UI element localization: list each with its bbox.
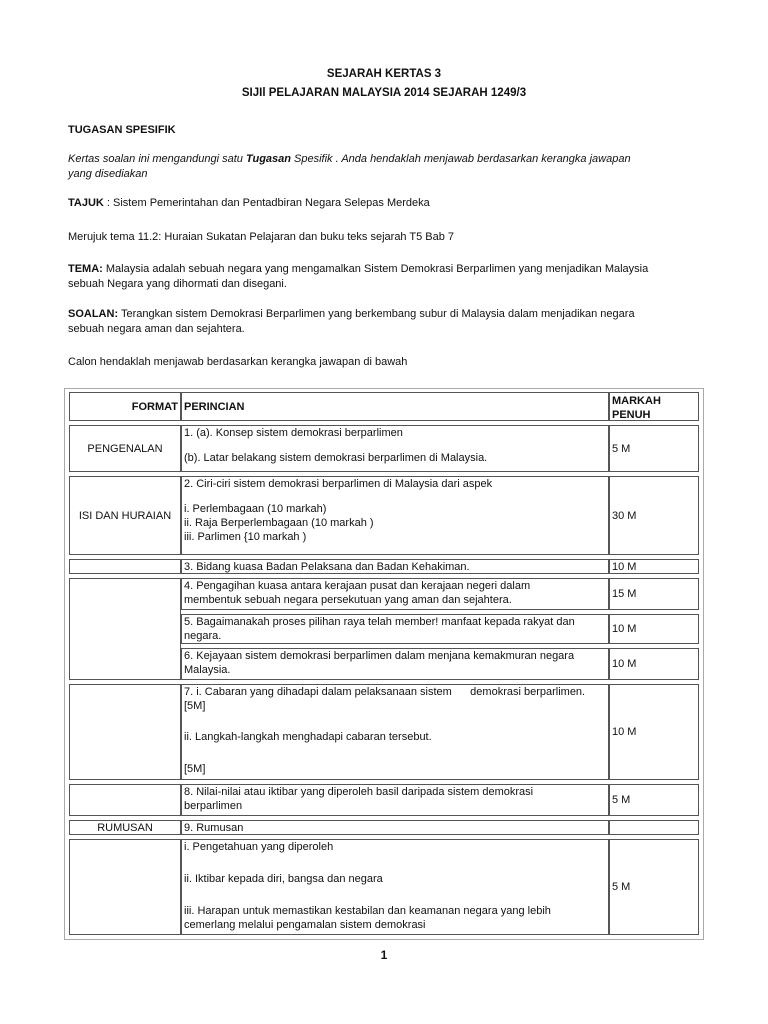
mark-cell: 10 M	[609, 648, 699, 680]
table-row: 1. (a). Konsep sistem demokrasi berparlimen (b). Latar belakang sistem demokrasi berparlimen di Malaysia.	[181, 425, 609, 472]
merujuk-line: Merujuk tema 11.2: Huraian Sukatan Pelajaran dan buku teks sejarah T5 Bab 7	[68, 231, 455, 243]
mark-cell: 5 M	[609, 784, 699, 816]
table-row: 5. Bagaimanakah proses pilihan raya telah member! manfaat kepada rakyat dan negara.	[181, 614, 609, 644]
mark-cell: 10 M	[609, 684, 699, 780]
format-pengenalan: PENGENALAN	[69, 425, 181, 472]
table-row: 9. Rumusan	[181, 820, 609, 835]
mark-cell: 30 M	[609, 476, 699, 555]
answer-framework-table	[64, 388, 704, 940]
description: Kertas soalan ini mengandungi satu Tugasan Spesifik . Anda hendaklah menjawab berdasarkan kerangka jawapan yang disediakan	[68, 153, 631, 180]
header-perincian: PERINCIAN	[181, 392, 609, 421]
table-row: 8. Nilai-nilai atau iktibar yang diperoleh basil daripada sistem demokrasi berparlimen	[181, 784, 609, 816]
format-empty	[69, 839, 181, 935]
document-title: SEJARAH KERTAS 3	[326, 68, 442, 80]
mark-cell: 5 M	[609, 425, 699, 472]
format-empty	[69, 559, 181, 574]
table-row: 3. Bidang kuasa Badan Pelaksana dan Badan Kehakiman.	[181, 559, 609, 574]
header-markah: MARKAH PENUH	[609, 392, 699, 421]
table-row: 2. Ciri-ciri sistem demokrasi berparlimen di Malaysia dari aspek i. Perlembagaan (10 markah) ii. Raja Berperlembagaan (10 markah ) iii. Parlimen {10 markah )	[181, 476, 609, 555]
header-format: FORMAT	[69, 392, 181, 421]
table-row: 4. Pengagihan kuasa antara kerajaan pusat dan kerajaan negeri dalam membentuk sebuah negara persekutuan yang aman dan sejahtera.	[181, 578, 609, 610]
page-number: 1	[380, 948, 388, 962]
tema-paragraph: TEMA: Malaysia adalah sebuah negara yang mengamalkan Sistem Demokrasi Berparlimen yang menjadikan Malaysia sebuah Negara yang dihormati dan disegani.	[68, 263, 649, 290]
table-row: i. Pengetahuan yang diperoleh ii. Iktibar kepada diri, bangsa dan negara iii. Harapan untuk memastikan kestabilan dan keamanan negara yang lebih cemerlang melalui pengamalan sistem demokrasi	[181, 839, 609, 935]
tajuk-line: TAJUK : Sistem Pemerintahan dan Pentadbiran Negara Selepas Merdeka	[68, 197, 430, 209]
table-row: 6. Kejayaan sistem demokrasi berparlimen dalam menjana kemakmuran negara Malaysia.	[181, 648, 609, 680]
mark-cell: 10 M	[609, 559, 699, 574]
format-rumusan: RUMUSAN	[69, 820, 181, 835]
mark-cell: 10 M	[609, 614, 699, 644]
soalan-paragraph: SOALAN: Terangkan sistem Demokrasi Berparlimen yang berkembang subur di Malaysia dalam menjadikan negara sebuah negara aman dan sejahtera.	[68, 308, 635, 335]
mark-cell: 15 M	[609, 578, 699, 610]
table-row: 7. i. Cabaran yang dihadapi dalam pelaksanaan sistem demokrasi berparlimen. [5M] ii. Langkah-langkah menghadapi cabaran tersebut. [5M]	[181, 684, 609, 780]
mark-cell	[609, 820, 699, 835]
document-subtitle: SIJIl PELAJARAN MALAYSIA 2014 SEJARAH 1249/3	[241, 87, 527, 99]
format-empty	[69, 784, 181, 816]
calon-instruction: Calon hendaklah menjawab berdasarkan kerangka jawapan di bawah	[68, 356, 408, 368]
section-label: TUGASAN SPESIFIK	[68, 124, 176, 136]
format-empty	[69, 684, 181, 780]
mark-cell: 5 M	[609, 839, 699, 935]
format-isi-huraian: ISI DAN HURAIAN	[69, 476, 181, 555]
format-empty	[69, 578, 181, 680]
